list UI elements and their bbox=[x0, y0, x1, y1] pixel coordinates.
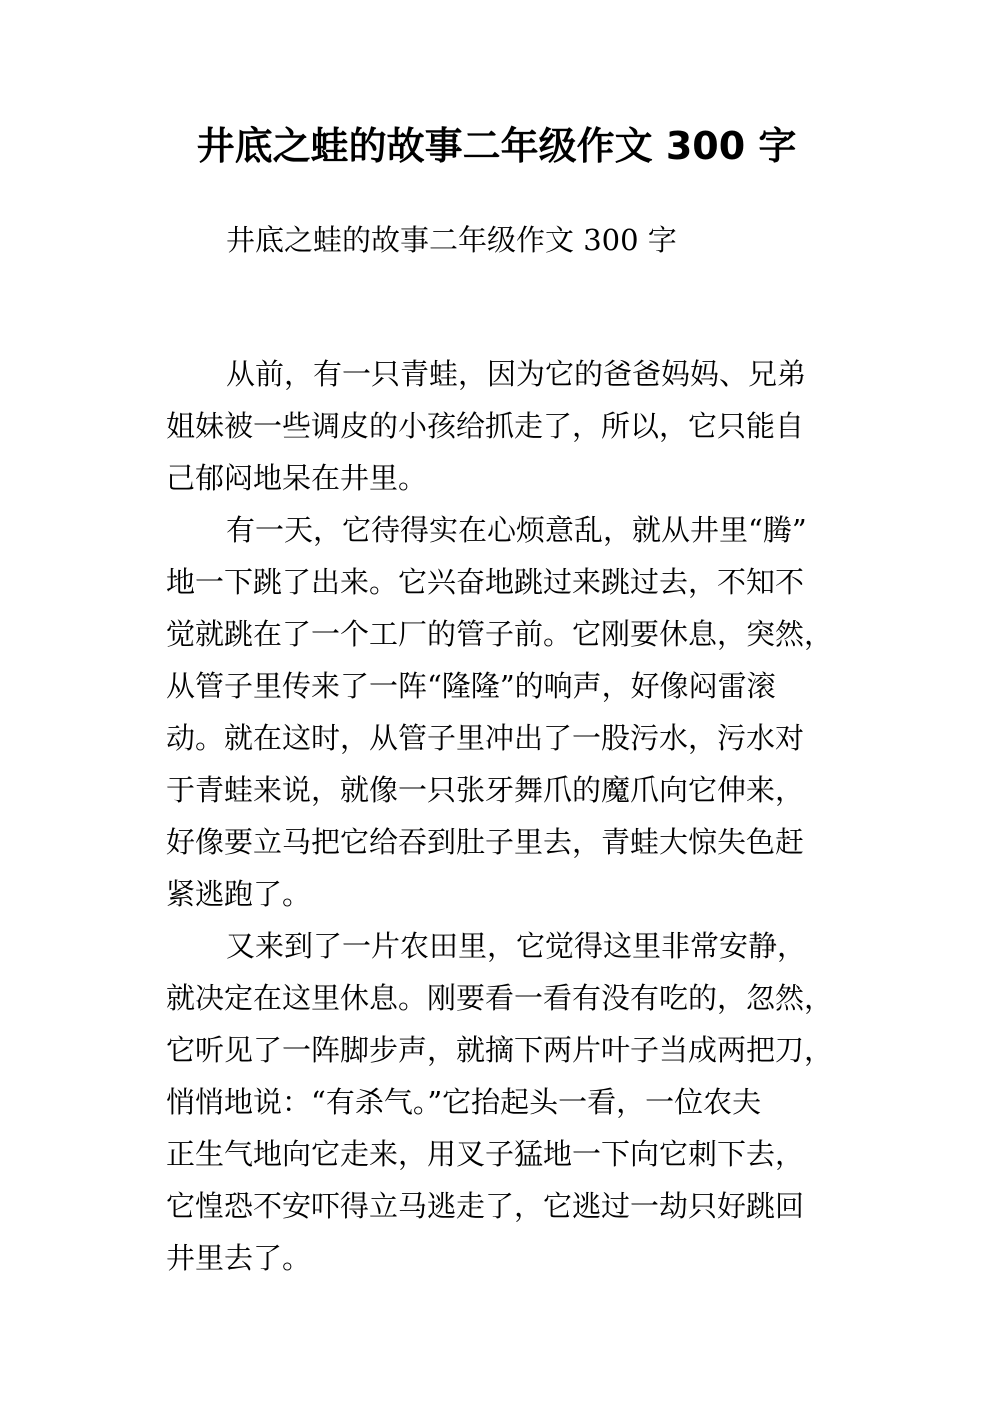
paragraph bbox=[166, 348, 856, 504]
paragraph-line: 悄悄地说：“有杀气。”它抬起头一看，一位农夫 bbox=[166, 1085, 762, 1119]
paragraph-line: 井里去了。 bbox=[166, 1241, 312, 1275]
paragraph-line: 从管子里传来了一阵“隆隆”的响声，好像闷雷滚 bbox=[166, 669, 776, 703]
paragraph-line: 姐妹被一些调皮的小孩给抓走了，所以，它只能自 bbox=[166, 409, 805, 443]
paragraph-line: 紧逃跑了。 bbox=[166, 877, 312, 911]
paragraph bbox=[166, 920, 856, 1284]
paragraph-line: 己郁闷地呆在井里。 bbox=[166, 461, 428, 495]
paragraph-line: 就决定在这里休息。刚要看一看有没有吃的，忽然， bbox=[166, 981, 834, 1015]
paragraph-line: 又来到了一片农田里，它觉得这里非常安静， bbox=[226, 929, 807, 963]
paragraph-line: 地一下跳了出来。它兴奋地跳过来跳过去，不知不 bbox=[166, 565, 805, 599]
paragraph-line: 好像要立马把它给吞到肚子里去，青蛙大惊失色赶 bbox=[166, 825, 805, 859]
paragraph-line: 它听见了一阵脚步声，就摘下两片叶子当成两把刀， bbox=[166, 1033, 834, 1067]
paragraph-line: 于青蛙来说，就像一只张牙舞爪的魔爪向它伸来， bbox=[166, 773, 805, 807]
document-title: 井底之蛙的故事二年级作文 300 字 bbox=[196, 124, 797, 168]
paragraph-line: 动。就在这时，从管子里冲出了一股污水，污水对 bbox=[166, 721, 805, 755]
paragraph bbox=[166, 504, 856, 920]
paragraph-line: 从前，有一只青蛙，因为它的爸爸妈妈、兄弟 bbox=[226, 357, 807, 391]
document-body bbox=[166, 348, 856, 1284]
document-subtitle: 井底之蛙的故事二年级作文 300 字 bbox=[226, 223, 677, 257]
paragraph-line: 正生气地向它走来，用叉子猛地一下向它刺下去， bbox=[166, 1137, 805, 1171]
paragraph-line: 觉就跳在了一个工厂的管子前。它刚要休息，突然， bbox=[166, 617, 834, 651]
paragraph-line: 它惶恐不安吓得立马逃走了，它逃过一劫只好跳回 bbox=[166, 1189, 805, 1223]
paragraph-line: 有一天，它待得实在心烦意乱，就从井里“腾” bbox=[226, 513, 807, 547]
